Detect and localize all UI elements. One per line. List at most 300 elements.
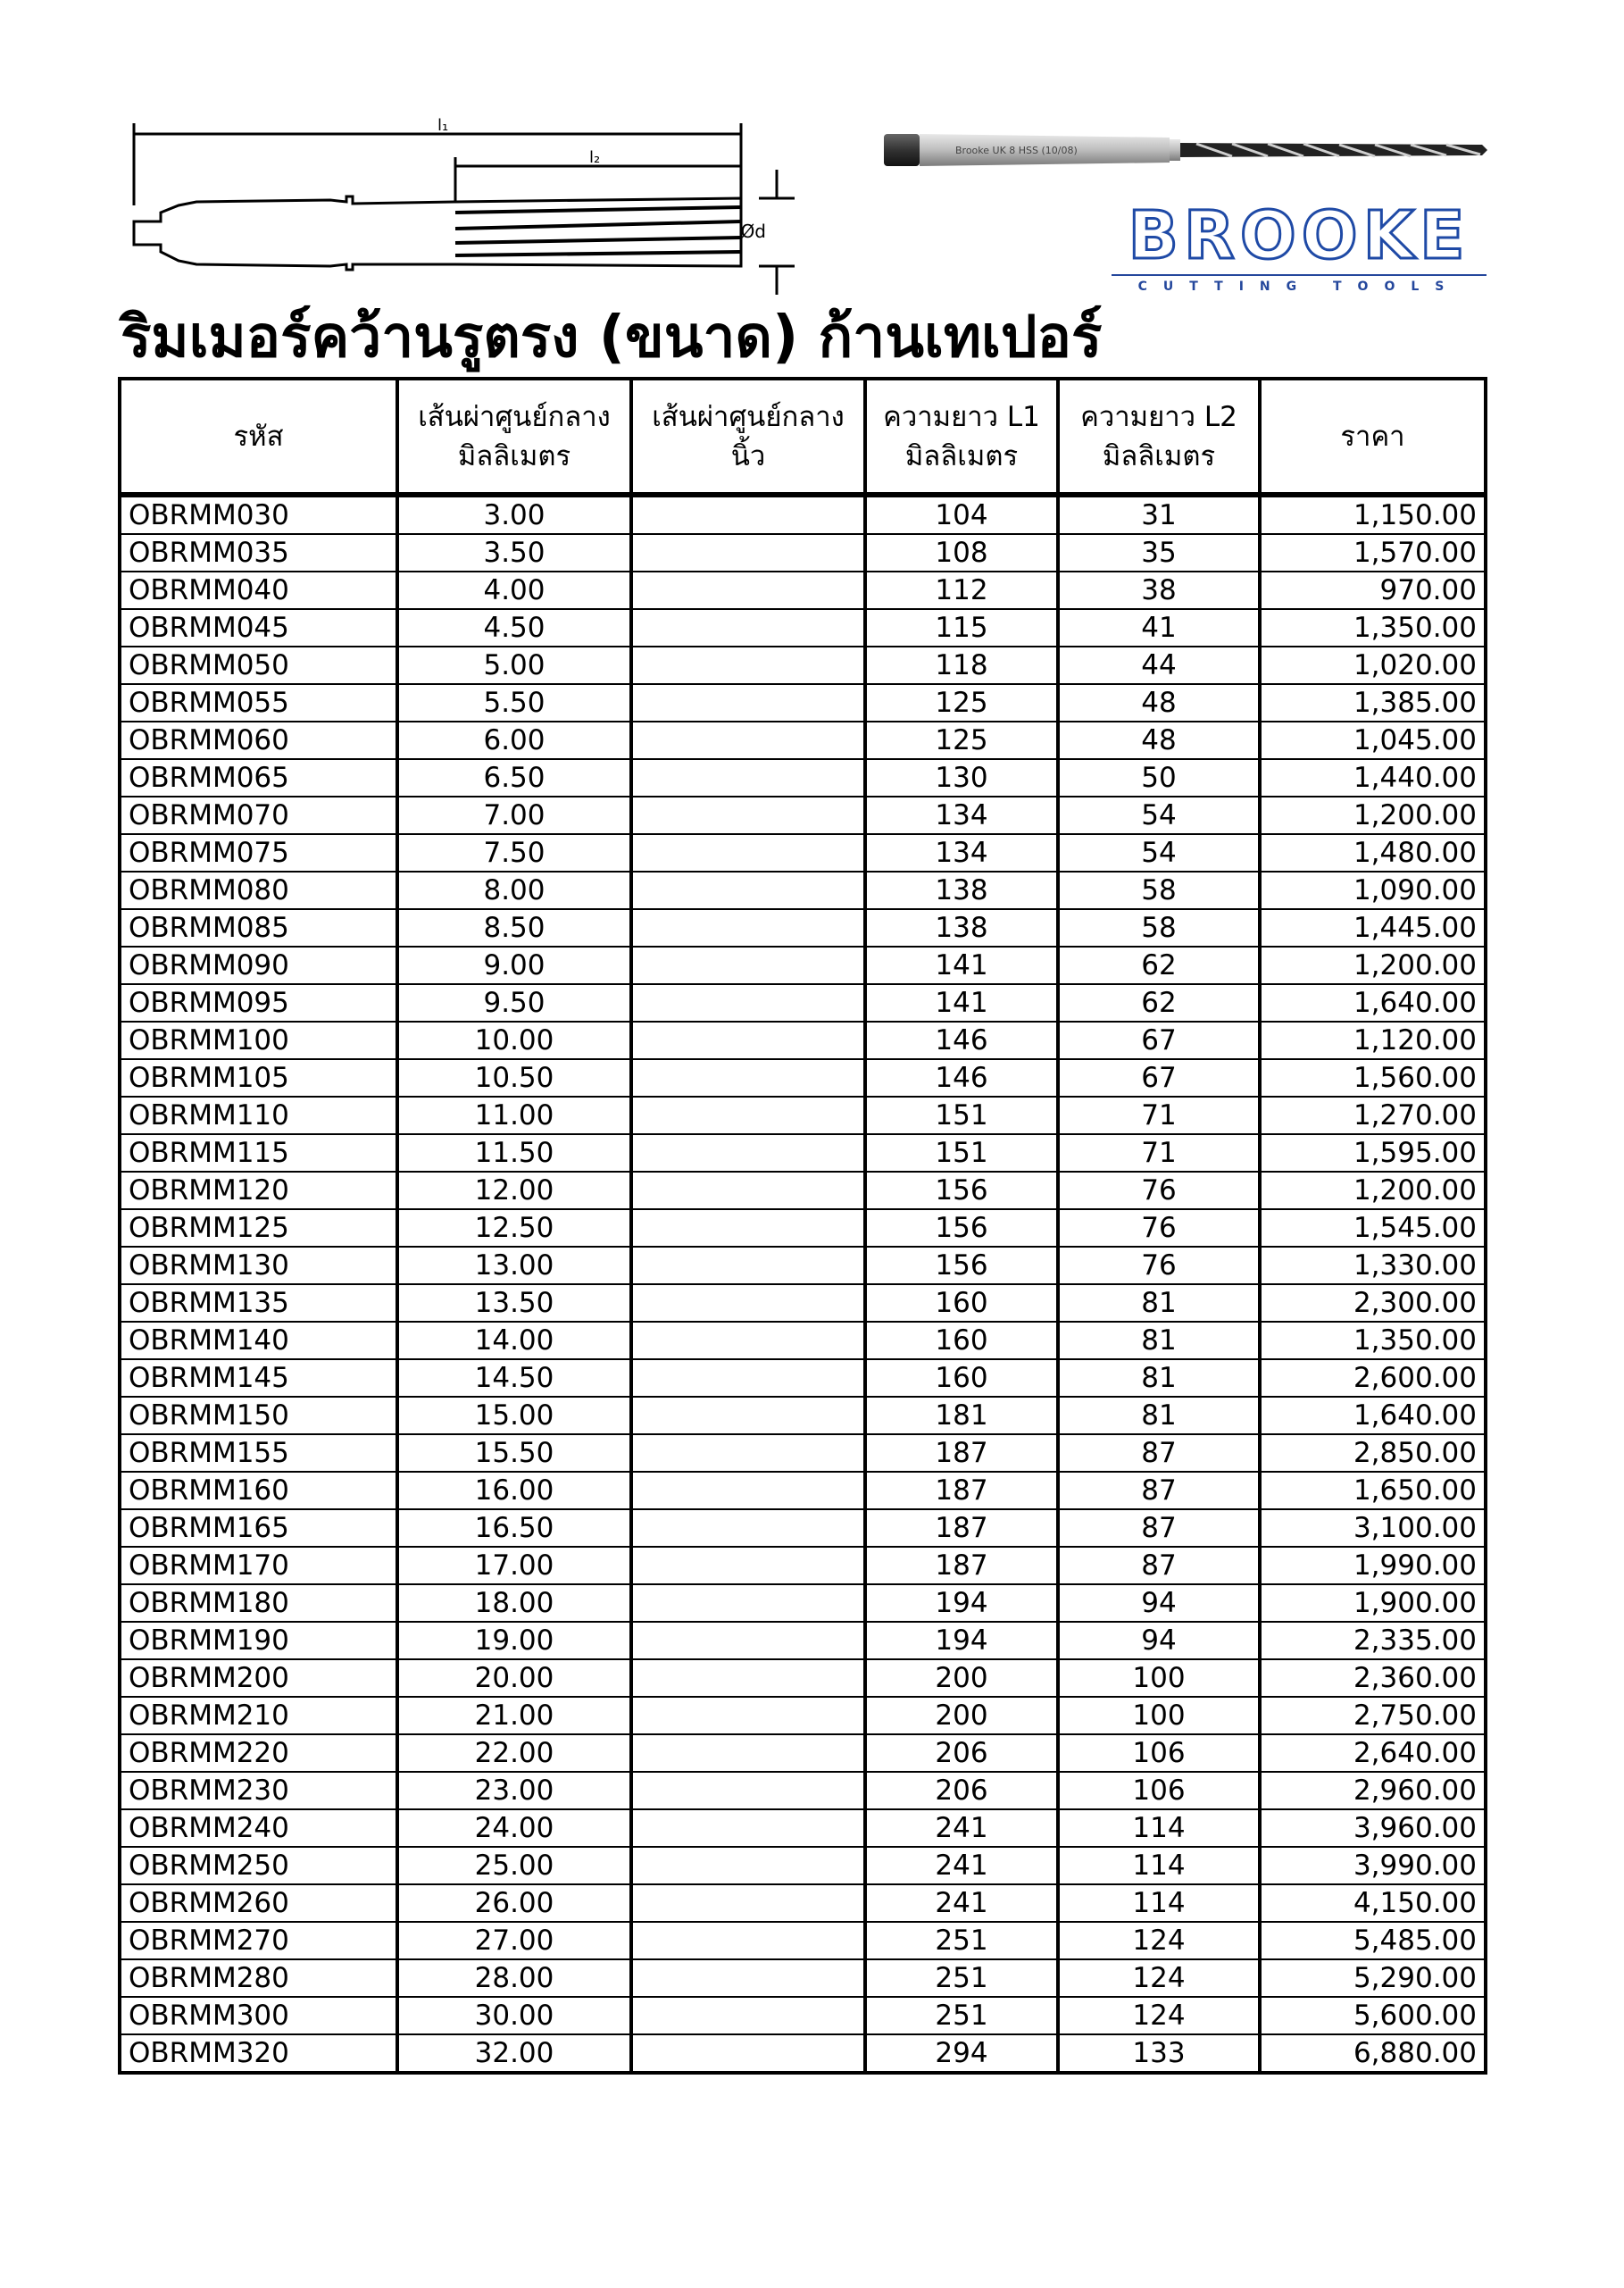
cell-length-l1: 115 (865, 609, 1058, 647)
table-row (120, 1209, 1486, 1247)
cell-diameter-mm: 14.50 (397, 1359, 631, 1397)
logo-divider (1112, 274, 1487, 276)
cell-code: OBRMM190 (120, 1622, 397, 1659)
cell-diameter-mm: 7.50 (397, 834, 631, 872)
logo-tagline: CUTTING TOOLS (1137, 280, 1461, 294)
header-code (120, 379, 397, 495)
cell-diameter-inch (631, 1847, 865, 1884)
cell-length-l2: 38 (1058, 572, 1260, 609)
cell-length-l1: 206 (865, 1734, 1058, 1772)
cell-code: OBRMM115 (120, 1134, 397, 1172)
table-row (120, 572, 1486, 609)
cell-length-l1: 187 (865, 1509, 1058, 1547)
cell-price: 1,480.00 (1260, 834, 1486, 872)
cell-code: OBRMM085 (120, 909, 397, 947)
cell-diameter-mm: 9.50 (397, 984, 631, 1022)
reamer-photo (884, 123, 1491, 177)
table-row (120, 1397, 1486, 1434)
cell-diameter-inch (631, 1097, 865, 1134)
cell-diameter-inch (631, 647, 865, 684)
cell-length-l1: 251 (865, 1922, 1058, 1959)
cell-length-l2: 81 (1058, 1359, 1260, 1397)
cell-length-l1: 118 (865, 647, 1058, 684)
cell-diameter-mm: 10.00 (397, 1022, 631, 1059)
cell-length-l2: 41 (1058, 609, 1260, 647)
cell-length-l1: 251 (865, 1959, 1058, 1997)
cell-price: 1,200.00 (1260, 1172, 1486, 1209)
cell-diameter-inch (631, 1059, 865, 1097)
table-row (120, 984, 1486, 1022)
table-row (120, 722, 1486, 759)
table-row (120, 1959, 1486, 1997)
cell-length-l2: 100 (1058, 1697, 1260, 1734)
logo-wordmark: BROOKE (1128, 197, 1470, 274)
cell-length-l2: 114 (1058, 1809, 1260, 1847)
cell-diameter-mm: 16.50 (397, 1509, 631, 1547)
cell-length-l1: 160 (865, 1322, 1058, 1359)
cell-code: OBRMM060 (120, 722, 397, 759)
cell-code: OBRMM100 (120, 1022, 397, 1059)
cell-diameter-inch (631, 1809, 865, 1847)
table-row (120, 1884, 1486, 1922)
cell-diameter-mm: 9.00 (397, 947, 631, 984)
cell-length-l2: 62 (1058, 947, 1260, 984)
cell-code: OBRMM155 (120, 1434, 397, 1472)
cell-price: 3,990.00 (1260, 1847, 1486, 1884)
cell-length-l1: 125 (865, 684, 1058, 722)
header-line: มิลลิเมตร (904, 439, 1019, 472)
table-row (120, 1697, 1486, 1734)
cell-code: OBRMM180 (120, 1584, 397, 1622)
cell-code: OBRMM040 (120, 572, 397, 609)
cell-code: OBRMM170 (120, 1547, 397, 1584)
cell-length-l2: 124 (1058, 1922, 1260, 1959)
cell-length-l1: 251 (865, 1997, 1058, 2034)
cell-code: OBRMM130 (120, 1247, 397, 1284)
cell-diameter-inch (631, 1734, 865, 1772)
cell-code: OBRMM165 (120, 1509, 397, 1547)
cell-code: OBRMM120 (120, 1172, 397, 1209)
cell-diameter-mm: 4.50 (397, 609, 631, 647)
cell-diameter-mm: 32.00 (397, 2034, 631, 2073)
cell-length-l1: 241 (865, 1809, 1058, 1847)
photo-etch: Brooke UK 8 HSS (10/08) (955, 145, 1078, 156)
table-body (120, 495, 1486, 2073)
cell-code: OBRMM050 (120, 647, 397, 684)
cell-price: 1,330.00 (1260, 1247, 1486, 1284)
table-row (120, 909, 1486, 947)
cell-diameter-mm: 11.50 (397, 1134, 631, 1172)
cell-diameter-mm: 19.00 (397, 1622, 631, 1659)
table-row (120, 1997, 1486, 2034)
cell-length-l1: 138 (865, 909, 1058, 947)
table-row (120, 1809, 1486, 1847)
table-row (120, 759, 1486, 797)
cell-diameter-mm: 23.00 (397, 1772, 631, 1809)
header-line: ความยาว L1 (883, 400, 1040, 433)
cell-length-l2: 48 (1058, 684, 1260, 722)
cell-diameter-mm: 15.00 (397, 1397, 631, 1434)
cell-diameter-inch (631, 1772, 865, 1809)
header-line: นิ้ว (730, 439, 766, 472)
cell-length-l1: 294 (865, 2034, 1058, 2073)
cell-length-l2: 54 (1058, 797, 1260, 834)
table-row (120, 2034, 1486, 2073)
header-line: ราคา (1340, 420, 1405, 453)
cell-diameter-inch (631, 1884, 865, 1922)
cell-diameter-inch (631, 495, 865, 534)
cell-diameter-inch (631, 947, 865, 984)
cell-price: 3,960.00 (1260, 1809, 1486, 1847)
cell-diameter-inch (631, 1697, 865, 1734)
cell-code: OBRMM230 (120, 1772, 397, 1809)
table-row (120, 1734, 1486, 1772)
cell-length-l1: 141 (865, 984, 1058, 1022)
cell-length-l2: 114 (1058, 1847, 1260, 1884)
cell-length-l1: 206 (865, 1772, 1058, 1809)
cell-length-l1: 181 (865, 1397, 1058, 1434)
cell-length-l1: 156 (865, 1172, 1058, 1209)
cell-price: 1,570.00 (1260, 534, 1486, 572)
table-row (120, 1322, 1486, 1359)
cell-length-l2: 35 (1058, 534, 1260, 572)
cell-diameter-inch (631, 1922, 865, 1959)
cell-code: OBRMM260 (120, 1884, 397, 1922)
cell-diameter-mm: 13.50 (397, 1284, 631, 1322)
cell-length-l1: 104 (865, 495, 1058, 534)
cell-length-l1: 194 (865, 1622, 1058, 1659)
cell-diameter-inch (631, 1284, 865, 1322)
cell-diameter-inch (631, 1659, 865, 1697)
cell-length-l1: 134 (865, 797, 1058, 834)
cell-length-l1: 200 (865, 1659, 1058, 1697)
cell-diameter-mm: 3.50 (397, 534, 631, 572)
cell-code: OBRMM160 (120, 1472, 397, 1509)
cell-code: OBRMM240 (120, 1809, 397, 1847)
cell-code: OBRMM125 (120, 1209, 397, 1247)
cell-code: OBRMM055 (120, 684, 397, 722)
cell-price: 2,750.00 (1260, 1697, 1486, 1734)
header-line: เส้นผ่าศูนย์กลาง (652, 400, 845, 433)
cell-diameter-mm: 5.50 (397, 684, 631, 722)
cell-length-l1: 146 (865, 1022, 1058, 1059)
cell-diameter-inch (631, 1022, 865, 1059)
cell-length-l1: 125 (865, 722, 1058, 759)
cell-diameter-inch (631, 1322, 865, 1359)
header-line: มิลลิเมตร (457, 439, 571, 472)
cell-length-l1: 108 (865, 534, 1058, 572)
cell-length-l1: 160 (865, 1284, 1058, 1322)
cell-length-l2: 87 (1058, 1509, 1260, 1547)
table-row (120, 947, 1486, 984)
cell-length-l1: 151 (865, 1134, 1058, 1172)
table-row (120, 1097, 1486, 1134)
cell-length-l1: 200 (865, 1697, 1058, 1734)
cell-code: OBRMM150 (120, 1397, 397, 1434)
header-line: เส้นผ่าศูนย์กลาง (418, 400, 611, 433)
cell-length-l2: 100 (1058, 1659, 1260, 1697)
table-row (120, 609, 1486, 647)
reamer-diagram (116, 107, 795, 304)
cell-price: 1,990.00 (1260, 1547, 1486, 1584)
cell-price: 5,290.00 (1260, 1959, 1486, 1997)
cell-diameter-mm: 8.50 (397, 909, 631, 947)
cell-price: 970.00 (1260, 572, 1486, 609)
cell-length-l2: 71 (1058, 1134, 1260, 1172)
cell-diameter-mm: 28.00 (397, 1959, 631, 1997)
cell-length-l1: 112 (865, 572, 1058, 609)
cell-code: OBRMM250 (120, 1847, 397, 1884)
cell-price: 1,560.00 (1260, 1059, 1486, 1097)
cell-price: 1,200.00 (1260, 797, 1486, 834)
cell-diameter-inch (631, 609, 865, 647)
cell-price: 2,640.00 (1260, 1734, 1486, 1772)
header-line: ความยาว L2 (1080, 400, 1237, 433)
cell-price: 1,545.00 (1260, 1209, 1486, 1247)
table-row (120, 797, 1486, 834)
cell-price: 2,300.00 (1260, 1284, 1486, 1322)
cell-length-l2: 76 (1058, 1172, 1260, 1209)
cell-diameter-inch (631, 1134, 865, 1172)
header-length-l1 (865, 379, 1058, 495)
cell-length-l1: 241 (865, 1884, 1058, 1922)
cell-price: 1,445.00 (1260, 909, 1486, 947)
cell-code: OBRMM090 (120, 947, 397, 984)
cell-diameter-mm: 13.00 (397, 1247, 631, 1284)
header-line: มิลลิเมตร (1102, 439, 1216, 472)
cell-length-l2: 87 (1058, 1434, 1260, 1472)
table-row (120, 1134, 1486, 1172)
cell-diameter-mm: 4.00 (397, 572, 631, 609)
cell-diameter-mm: 6.00 (397, 722, 631, 759)
page-title: ริมเมอร์คว้านรูตรง (ขนาด) ก้านเทเปอร์ (121, 305, 1103, 371)
cell-price: 1,200.00 (1260, 947, 1486, 984)
cell-diameter-mm: 10.50 (397, 1059, 631, 1097)
cell-diameter-mm: 27.00 (397, 1922, 631, 1959)
label-l1: l₁ (437, 116, 449, 135)
table-row (120, 1772, 1486, 1809)
cell-diameter-inch (631, 909, 865, 947)
cell-price: 1,640.00 (1260, 1397, 1486, 1434)
cell-length-l2: 67 (1058, 1059, 1260, 1097)
cell-price: 1,440.00 (1260, 759, 1486, 797)
cell-diameter-inch (631, 1959, 865, 1997)
cell-length-l2: 133 (1058, 2034, 1260, 2073)
cell-diameter-mm: 26.00 (397, 1884, 631, 1922)
cell-price: 1,020.00 (1260, 647, 1486, 684)
cell-diameter-mm: 12.50 (397, 1209, 631, 1247)
cell-price: 1,350.00 (1260, 609, 1486, 647)
table-row (120, 534, 1486, 572)
cell-length-l2: 81 (1058, 1397, 1260, 1434)
cell-diameter-inch (631, 1172, 865, 1209)
cell-diameter-inch (631, 984, 865, 1022)
cell-diameter-inch (631, 1397, 865, 1434)
cell-price: 1,090.00 (1260, 872, 1486, 909)
cell-length-l2: 50 (1058, 759, 1260, 797)
cell-code: OBRMM135 (120, 1284, 397, 1322)
cell-code: OBRMM075 (120, 834, 397, 872)
cell-length-l2: 87 (1058, 1547, 1260, 1584)
cell-diameter-mm: 25.00 (397, 1847, 631, 1884)
cell-length-l1: 146 (865, 1059, 1058, 1097)
cell-length-l2: 114 (1058, 1884, 1260, 1922)
cell-code: OBRMM030 (120, 495, 397, 534)
table-row (120, 1659, 1486, 1697)
cell-diameter-mm: 17.00 (397, 1547, 631, 1584)
cell-price: 1,385.00 (1260, 684, 1486, 722)
cell-diameter-mm: 15.50 (397, 1434, 631, 1472)
cell-length-l2: 94 (1058, 1622, 1260, 1659)
cell-price: 3,100.00 (1260, 1509, 1486, 1547)
cell-diameter-mm: 5.00 (397, 647, 631, 684)
cell-diameter-mm: 8.00 (397, 872, 631, 909)
cell-price: 2,600.00 (1260, 1359, 1486, 1397)
cell-length-l2: 44 (1058, 647, 1260, 684)
cell-diameter-mm: 3.00 (397, 495, 631, 534)
header-diameter-mm (397, 379, 631, 495)
cell-code: OBRMM110 (120, 1097, 397, 1134)
cell-diameter-inch (631, 534, 865, 572)
cell-code: OBRMM210 (120, 1697, 397, 1734)
cell-code: OBRMM300 (120, 1997, 397, 2034)
cell-length-l1: 130 (865, 759, 1058, 797)
cell-code: OBRMM220 (120, 1734, 397, 1772)
cell-length-l2: 67 (1058, 1022, 1260, 1059)
price-table (118, 377, 1487, 2075)
cell-diameter-mm: 22.00 (397, 1734, 631, 1772)
cell-diameter-inch (631, 797, 865, 834)
table-row (120, 1547, 1486, 1584)
cell-diameter-inch (631, 1359, 865, 1397)
cell-diameter-inch (631, 1509, 865, 1547)
cell-length-l2: 81 (1058, 1322, 1260, 1359)
cell-length-l2: 81 (1058, 1284, 1260, 1322)
cell-price: 1,045.00 (1260, 722, 1486, 759)
cell-price: 2,960.00 (1260, 1772, 1486, 1809)
cell-code: OBRMM200 (120, 1659, 397, 1697)
table-row (120, 1847, 1486, 1884)
cell-diameter-mm: 24.00 (397, 1809, 631, 1847)
cell-code: OBRMM065 (120, 759, 397, 797)
cell-code: OBRMM140 (120, 1322, 397, 1359)
cell-length-l1: 156 (865, 1209, 1058, 1247)
cell-price: 6,880.00 (1260, 2034, 1486, 2073)
table-header-row (120, 379, 1486, 495)
header-line: รหัส (233, 420, 284, 453)
cell-diameter-mm: 30.00 (397, 1997, 631, 2034)
table-row (120, 684, 1486, 722)
cell-length-l2: 54 (1058, 834, 1260, 872)
cell-length-l1: 160 (865, 1359, 1058, 1397)
table-row (120, 1584, 1486, 1622)
cell-price: 2,335.00 (1260, 1622, 1486, 1659)
cell-price: 5,485.00 (1260, 1922, 1486, 1959)
cell-length-l1: 241 (865, 1847, 1058, 1884)
cell-length-l2: 94 (1058, 1584, 1260, 1622)
cell-length-l2: 58 (1058, 909, 1260, 947)
cell-length-l2: 106 (1058, 1772, 1260, 1809)
cell-diameter-inch (631, 1472, 865, 1509)
cell-diameter-mm: 16.00 (397, 1472, 631, 1509)
cell-code: OBRMM080 (120, 872, 397, 909)
cell-length-l1: 151 (865, 1097, 1058, 1134)
cell-length-l2: 124 (1058, 1959, 1260, 1997)
table-row (120, 1509, 1486, 1547)
table-row (120, 1172, 1486, 1209)
cell-diameter-inch (631, 1209, 865, 1247)
cell-price: 1,350.00 (1260, 1322, 1486, 1359)
cell-length-l2: 106 (1058, 1734, 1260, 1772)
table-row (120, 1472, 1486, 1509)
cell-diameter-inch (631, 759, 865, 797)
cell-diameter-mm: 21.00 (397, 1697, 631, 1734)
cell-length-l2: 62 (1058, 984, 1260, 1022)
cell-diameter-mm: 11.00 (397, 1097, 631, 1134)
cell-length-l2: 71 (1058, 1097, 1260, 1134)
cell-diameter-inch (631, 2034, 865, 2073)
cell-length-l1: 134 (865, 834, 1058, 872)
header-length-l2 (1058, 379, 1260, 495)
cell-price: 5,600.00 (1260, 1997, 1486, 2034)
cell-length-l2: 76 (1058, 1247, 1260, 1284)
cell-diameter-inch (631, 722, 865, 759)
cell-length-l1: 187 (865, 1472, 1058, 1509)
table-row (120, 1434, 1486, 1472)
cell-price: 2,850.00 (1260, 1434, 1486, 1472)
cell-code: OBRMM270 (120, 1922, 397, 1959)
cell-diameter-mm: 7.00 (397, 797, 631, 834)
cell-code: OBRMM035 (120, 534, 397, 572)
cell-length-l2: 48 (1058, 722, 1260, 759)
cell-diameter-inch (631, 1434, 865, 1472)
cell-code: OBRMM070 (120, 797, 397, 834)
cell-code: OBRMM105 (120, 1059, 397, 1097)
cell-length-l2: 124 (1058, 1997, 1260, 2034)
cell-length-l2: 76 (1058, 1209, 1260, 1247)
cell-diameter-mm: 12.00 (397, 1172, 631, 1209)
header-diameter-inch (631, 379, 865, 495)
label-l2: l₂ (589, 148, 601, 167)
table-row (120, 872, 1486, 909)
table-row (120, 1922, 1486, 1959)
cell-diameter-inch (631, 1622, 865, 1659)
cell-diameter-inch (631, 834, 865, 872)
cell-diameter-inch (631, 1247, 865, 1284)
table-row (120, 1247, 1486, 1284)
header-price (1260, 379, 1486, 495)
cell-length-l1: 138 (865, 872, 1058, 909)
cell-price: 1,650.00 (1260, 1472, 1486, 1509)
cell-diameter-inch (631, 872, 865, 909)
cell-price: 2,360.00 (1260, 1659, 1486, 1697)
cell-code: OBRMM045 (120, 609, 397, 647)
cell-diameter-inch (631, 1547, 865, 1584)
cell-code: OBRMM145 (120, 1359, 397, 1397)
table-row (120, 495, 1486, 534)
table-row (120, 834, 1486, 872)
cell-length-l1: 156 (865, 1247, 1058, 1284)
table-row (120, 647, 1486, 684)
table-row (120, 1022, 1486, 1059)
cell-diameter-mm: 14.00 (397, 1322, 631, 1359)
table-row (120, 1622, 1486, 1659)
cell-price: 4,150.00 (1260, 1884, 1486, 1922)
cell-diameter-inch (631, 572, 865, 609)
cell-length-l1: 194 (865, 1584, 1058, 1622)
cell-code: OBRMM280 (120, 1959, 397, 1997)
cell-price: 1,595.00 (1260, 1134, 1486, 1172)
